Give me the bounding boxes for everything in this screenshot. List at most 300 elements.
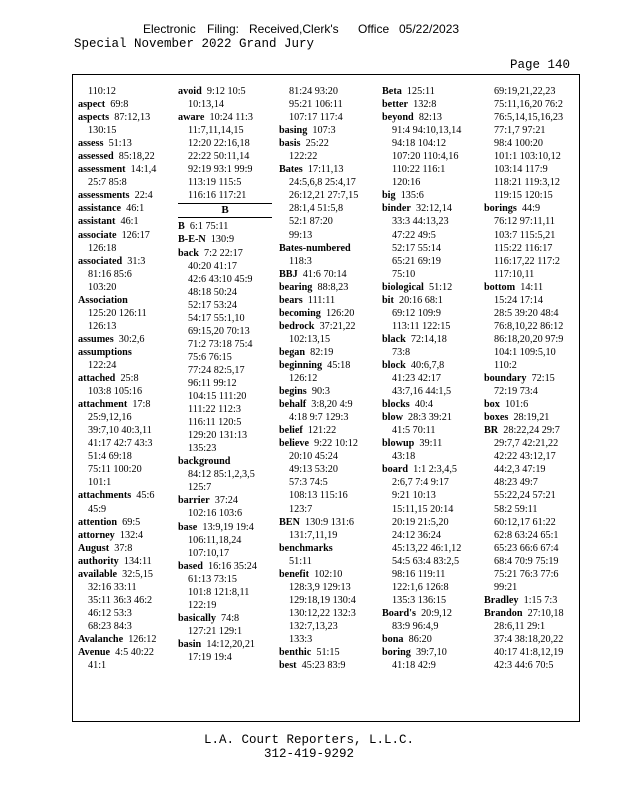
index-line: [78, 137, 172, 150]
page-refs: 24:12 36:24: [392, 529, 441, 541]
index-line: [484, 150, 578, 163]
index-line: [178, 377, 272, 390]
page-refs: 131:7,11,19: [289, 529, 338, 541]
index-line: [78, 620, 172, 633]
index-line: [178, 560, 272, 573]
index-line: [484, 268, 578, 281]
index-line: [382, 633, 476, 646]
index-line: [382, 529, 476, 542]
page-refs: 102:10: [314, 568, 343, 580]
index-line: [78, 320, 172, 333]
index-line: [382, 346, 476, 359]
index-line: [78, 542, 172, 555]
index-line: [382, 463, 476, 476]
page-refs: 37:24: [214, 495, 238, 507]
index-line: [78, 437, 172, 450]
index-line: [484, 607, 578, 620]
index-line: [178, 547, 272, 560]
page-refs: 110:22 116:1: [392, 164, 446, 176]
index-term: assumes: [78, 333, 114, 345]
page-refs: 130:9: [210, 234, 235, 246]
index-line: [178, 286, 272, 299]
index-line: [279, 85, 373, 98]
page-refs: 65:21 69:19: [392, 255, 441, 267]
index-line: [382, 424, 476, 437]
index-term: assistant: [78, 216, 116, 228]
page-refs: 102:16 103:6: [188, 508, 243, 520]
index-term: basin: [178, 638, 202, 650]
index-line: [382, 268, 476, 281]
page-refs: 122:24: [88, 359, 117, 371]
page-refs: 35:11 36:3 46:2: [88, 594, 153, 606]
page-refs: 75:21 76:3 77:6: [494, 568, 559, 580]
index-line: [178, 651, 272, 664]
index-term: assistance: [78, 203, 122, 215]
page-refs: 92:19 93:1 99:9: [188, 164, 253, 176]
index-term: assessments: [78, 190, 130, 202]
page-refs: 90:3: [311, 386, 330, 398]
page-refs: 46:12 53:3: [88, 607, 132, 619]
index-line: [382, 542, 476, 555]
page-refs: 32:12,14: [415, 203, 452, 215]
page-refs: 82:13: [418, 112, 443, 124]
index-line: [279, 437, 373, 450]
page-refs: 125:20 126:11: [88, 307, 147, 319]
index-term: Avalanche: [78, 633, 124, 645]
index-line: [178, 325, 272, 338]
index-line: [484, 176, 578, 189]
index-line: [382, 398, 476, 411]
page-refs: 41:6 70:14: [302, 268, 347, 280]
page-refs: 55:22,24 57:21: [494, 490, 556, 502]
index-term: biological: [382, 281, 424, 293]
index-term: benefit: [279, 568, 309, 580]
page-refs: 20:10 45:24: [289, 451, 338, 463]
index-line: [279, 542, 373, 555]
index-term: bears: [279, 294, 303, 306]
index-term: Board's: [382, 607, 416, 619]
index-line: [382, 281, 476, 294]
page-refs: 40:20 41:17: [188, 260, 237, 272]
index-term: authority: [78, 555, 119, 567]
page-refs: 47:22 49:5: [392, 229, 436, 241]
index-line: [78, 85, 172, 98]
index-term: bottom: [484, 281, 516, 293]
page-refs: 39:11: [419, 438, 443, 450]
index-term: assessment: [78, 164, 126, 176]
index-line: [382, 372, 476, 385]
page-refs: 51:13: [108, 138, 132, 150]
page-refs: 46:1: [126, 203, 145, 215]
page-refs: 14:12,20,21: [206, 638, 256, 650]
page-refs: 130:12,22 132:3: [289, 607, 356, 619]
index-line: [279, 294, 373, 307]
page-refs: 117:10,11: [494, 268, 535, 280]
index-line: [279, 346, 373, 359]
index-line: [279, 202, 373, 215]
index-term: aspect: [78, 99, 106, 111]
index-term: Bates: [279, 164, 303, 176]
page-refs: 69:5: [122, 516, 141, 528]
page-refs: 48:18 50:24: [188, 286, 237, 298]
page-refs: 17:19 19:4: [188, 651, 232, 663]
index-line: [484, 411, 578, 424]
page-refs: 74:8: [221, 612, 240, 624]
index-term: basically: [178, 612, 216, 624]
page-refs: 29:7,7 42:21,22: [494, 438, 559, 450]
index-term: available: [78, 568, 118, 580]
index-line: [178, 137, 272, 150]
index-line: [382, 594, 476, 607]
index-line: [178, 534, 272, 547]
index-line: [484, 463, 578, 476]
index-line: [78, 150, 172, 163]
index-line: [484, 124, 578, 137]
index-term: blowup: [382, 438, 415, 450]
index-term: attention: [78, 516, 118, 528]
index-term: BBJ: [279, 268, 298, 280]
filing-word: Electronic: [143, 22, 196, 36]
page-refs: 41:23 42:17: [392, 373, 441, 385]
index-term: best: [279, 660, 297, 672]
page-refs: 96:11 99:12: [188, 377, 237, 389]
page-refs: 94:18 104:12: [392, 138, 447, 150]
index-line: [78, 189, 172, 202]
index-line: [78, 581, 172, 594]
index-term: B-E-N: [178, 234, 206, 246]
page-refs: 43:18: [392, 451, 416, 463]
page-refs: 110:12: [88, 86, 116, 97]
index-line: [78, 359, 172, 372]
index-line: [279, 581, 373, 594]
index-line: [484, 476, 578, 489]
index-line: [382, 176, 476, 189]
page-refs: 116:16 117:21: [188, 190, 247, 202]
index-line: [78, 242, 172, 255]
index-term: Avenue: [78, 647, 111, 659]
index-line: [484, 437, 578, 450]
index-line: [178, 390, 272, 403]
page-refs: 27:10,18: [527, 607, 564, 619]
page-refs: 52:17 53:24: [188, 299, 237, 311]
page-refs: 20:16 68:1: [398, 294, 443, 306]
index-line: [178, 273, 272, 286]
page-refs: 132:4: [119, 529, 144, 541]
index-line: [279, 385, 373, 398]
page-refs: 12:20 22:16,18: [188, 138, 250, 150]
page-refs: 98:4 100:20: [494, 138, 543, 150]
index-term: begins: [279, 386, 307, 398]
page-refs: 45:13,22 46:1,12: [392, 542, 462, 554]
page-refs: 86:18,20,20 97:9: [494, 333, 564, 345]
page-refs: 104:1 109:5,10: [494, 346, 556, 358]
page-refs: 3:8,20 4:9: [311, 399, 353, 411]
index-term: box: [484, 399, 500, 411]
page-refs: 73:8: [392, 346, 411, 358]
index-line: [484, 346, 578, 359]
page-refs: 49:13 53:20: [289, 464, 338, 476]
page-refs: 118:21 119:3,12: [494, 177, 561, 189]
index-line: [178, 612, 272, 625]
page-refs: 16:16 35:24: [208, 560, 257, 572]
index-line: [279, 307, 373, 320]
index-term: borings: [484, 203, 517, 215]
index-line: [78, 424, 172, 437]
index-line: [382, 476, 476, 489]
index-line: [178, 176, 272, 189]
index-line: [382, 450, 476, 463]
page-refs: 118:3: [289, 255, 312, 267]
index-line: [78, 659, 172, 672]
index-line: [178, 163, 272, 176]
index-term: began: [279, 346, 306, 358]
index-term: becoming: [279, 307, 321, 319]
index-line: [279, 268, 373, 281]
index-line: [178, 625, 272, 638]
index-line: [78, 268, 172, 281]
index-term: avoid: [178, 86, 202, 97]
page-refs: 28:3 39:21: [408, 412, 452, 424]
page-refs: 15:24 17:14: [494, 294, 543, 306]
page-refs: 72:19 73:4: [494, 386, 538, 398]
page-refs: 30:2,6: [118, 333, 145, 345]
index-line: [382, 189, 476, 202]
page-refs: 75:6 76:15: [188, 351, 232, 363]
index-line: [178, 403, 272, 416]
page-refs: 1:15 7:3: [523, 594, 558, 606]
page-refs: 83:9 96:4,9: [392, 620, 439, 632]
index-line: [279, 529, 373, 542]
index-term: big: [382, 190, 396, 202]
page-refs: 129:18,19 130:4: [289, 594, 356, 606]
page-refs: 103:8 105:16: [88, 386, 143, 398]
index-line: [382, 411, 476, 424]
page-refs: 84:12 85:1,2,3,5: [188, 469, 255, 481]
page-refs: 45:6: [136, 490, 155, 502]
index-line: [484, 529, 578, 542]
index-line: [178, 150, 272, 163]
page-refs: 113:11 122:15: [392, 320, 451, 332]
page-refs: 28:6,11 29:1: [494, 620, 546, 632]
index-line: [178, 85, 272, 98]
page-refs: 45:23 83:9: [301, 660, 346, 672]
page-refs: 11:7,11,14,15: [188, 125, 244, 137]
page-refs: 40:17 41:8,12,19: [494, 647, 564, 659]
page-refs: 88:8,23: [317, 281, 349, 293]
index-column: [178, 85, 272, 664]
page-refs: 48:23 49:7: [494, 477, 538, 489]
page-refs: 103:7 115:5,21: [494, 229, 556, 241]
index-term: attorney: [78, 529, 115, 541]
page-refs: 25:9,12,16: [88, 412, 132, 424]
index-line: [484, 659, 578, 672]
index-term: aspects: [78, 112, 110, 124]
page-refs: 72:14,18: [410, 333, 447, 345]
index-line: [382, 503, 476, 516]
index-line: [279, 398, 373, 411]
index-line: [484, 581, 578, 594]
page-refs: 10:24 11:3: [209, 112, 253, 124]
index-line: [484, 555, 578, 568]
index-line: [279, 620, 373, 633]
index-line: [279, 607, 373, 620]
page-refs: 129:20 131:13: [188, 430, 248, 442]
index-line: [78, 450, 172, 463]
index-line: [279, 242, 373, 255]
page-refs: 69:12 109:9: [392, 307, 441, 319]
index-term: believe: [279, 438, 309, 450]
index-line: [484, 229, 578, 242]
index-line: [178, 442, 272, 455]
index-line: [484, 189, 578, 202]
page-refs: 123:7: [289, 503, 313, 515]
index-line: [279, 424, 373, 437]
index-term: Bradley: [484, 594, 519, 606]
index-line: [484, 320, 578, 333]
page-number: Page 140: [510, 58, 571, 72]
index-line: [178, 468, 272, 481]
page-refs: 9:21 10:13: [392, 490, 436, 502]
page-refs: 69:8: [110, 99, 129, 111]
index-line: [279, 229, 373, 242]
page-refs: 75:10: [392, 268, 416, 280]
page-refs: 122:22: [289, 151, 318, 163]
index-term: beginning: [279, 359, 323, 371]
page-refs: 4:18 9:7 129:3: [289, 412, 349, 424]
page-refs: 41:17 42:7 43:3: [88, 438, 153, 450]
index-line: [178, 481, 272, 494]
page-refs: 39:7,10: [415, 647, 447, 659]
index-line: [78, 255, 172, 268]
index-line: [279, 176, 373, 189]
index-line: [484, 307, 578, 320]
court-reporter-phone: 312-419-9292: [263, 747, 354, 761]
index-line: [78, 294, 172, 307]
index-line: [78, 372, 172, 385]
index-box: [72, 74, 580, 722]
index-term: Association: [78, 294, 128, 306]
index-line: [484, 398, 578, 411]
page-refs: 28:22,24 29:7: [503, 425, 560, 437]
page-refs: 77:24 82:5,17: [188, 364, 245, 376]
index-line: [78, 124, 172, 137]
index-line: [382, 111, 476, 124]
page-refs: 68:23 84:3: [88, 620, 132, 632]
index-line: [484, 646, 578, 659]
page-refs: 101:8 121:8,11: [188, 586, 250, 598]
page-refs: 116:11 120:5: [188, 417, 242, 429]
index-term: bedrock: [279, 320, 315, 332]
index-term: base: [178, 521, 198, 533]
index-column: [78, 85, 172, 672]
page-refs: 95:21 106:11: [289, 99, 343, 111]
page-refs: 6:1 75:11: [189, 221, 229, 233]
page-refs: 86:20: [408, 633, 432, 645]
index-line: [484, 385, 578, 398]
index-line: [382, 307, 476, 320]
page-refs: 39:7,10 40:3,11: [88, 425, 152, 437]
page-refs: 108:13 115:16: [289, 490, 348, 502]
page-refs: 87:12,13: [114, 112, 151, 124]
index-line: [178, 189, 272, 202]
page-refs: 91:4 94:10,13,14: [392, 125, 462, 137]
index-line: [382, 242, 476, 255]
index-line: [382, 137, 476, 150]
page-refs: 99:13: [289, 229, 313, 241]
index-line: [78, 98, 172, 111]
page-refs: 82:19: [310, 346, 334, 358]
index-line: [78, 411, 172, 424]
index-line: [382, 98, 476, 111]
page-refs: 132:7,13,23: [289, 620, 338, 632]
page-refs: 51:11: [289, 555, 312, 567]
page-refs: 2:6,7 7:4 9:17: [392, 477, 449, 489]
session-title: Special November 2022 Grand Jury: [74, 37, 315, 51]
page-refs: 125:7: [188, 482, 212, 494]
index-line: [78, 163, 172, 176]
page-refs: 126:12: [128, 633, 157, 645]
index-line: [382, 646, 476, 659]
index-term: attachments: [78, 490, 132, 502]
page-refs: 101:6: [504, 399, 529, 411]
page-refs: 121:22: [307, 425, 337, 437]
page-refs: 126:18: [88, 242, 117, 254]
index-column: [279, 85, 373, 672]
index-line: [484, 98, 578, 111]
page-refs: 33:3 44:13,23: [392, 216, 449, 228]
index-term: Brandon: [484, 607, 523, 619]
index-line: [484, 372, 578, 385]
index-line: [178, 247, 272, 260]
page-refs: 107:17 117:4: [289, 112, 343, 124]
page-refs: 76:12 97:11,11: [494, 216, 555, 228]
index-line: [78, 646, 172, 659]
index-term: B: [178, 221, 185, 233]
index-line: [484, 202, 578, 215]
index-line: [484, 85, 578, 98]
index-line: [178, 573, 272, 586]
index-line: [484, 359, 578, 372]
page-refs: 133:3: [289, 633, 313, 645]
page-refs: 51:12: [428, 281, 453, 293]
page-refs: 81:16 85:6: [88, 268, 132, 280]
index-line: [78, 281, 172, 294]
page-refs: 32:16 33:11: [88, 581, 137, 593]
page-refs: 126:20: [325, 307, 355, 319]
index-line: [279, 516, 373, 529]
page-refs: 51:4 69:18: [88, 451, 132, 463]
index-term: blow: [382, 412, 403, 424]
index-term: attachment: [78, 399, 128, 411]
index-line: [382, 202, 476, 215]
page-refs: 119:15 120:15: [494, 190, 553, 202]
page-refs: 81:24 93:20: [289, 86, 338, 97]
index-line: [382, 163, 476, 176]
index-line: [279, 568, 373, 581]
page-refs: 17:8: [132, 399, 151, 411]
page-refs: 69:19,21,22,23: [494, 86, 556, 97]
index-term: blocks: [382, 399, 410, 411]
page-refs: 101:1 103:10,12: [494, 151, 561, 163]
index-line: [382, 516, 476, 529]
index-line: [178, 638, 272, 651]
page-refs: 54:17 55:1,10: [188, 312, 245, 324]
page-refs: 126:12: [289, 373, 318, 385]
index-line: [78, 476, 172, 489]
index-line: [484, 111, 578, 124]
filing-word: Filing:: [207, 22, 240, 36]
page-refs: 130:9 131:6: [305, 516, 355, 528]
